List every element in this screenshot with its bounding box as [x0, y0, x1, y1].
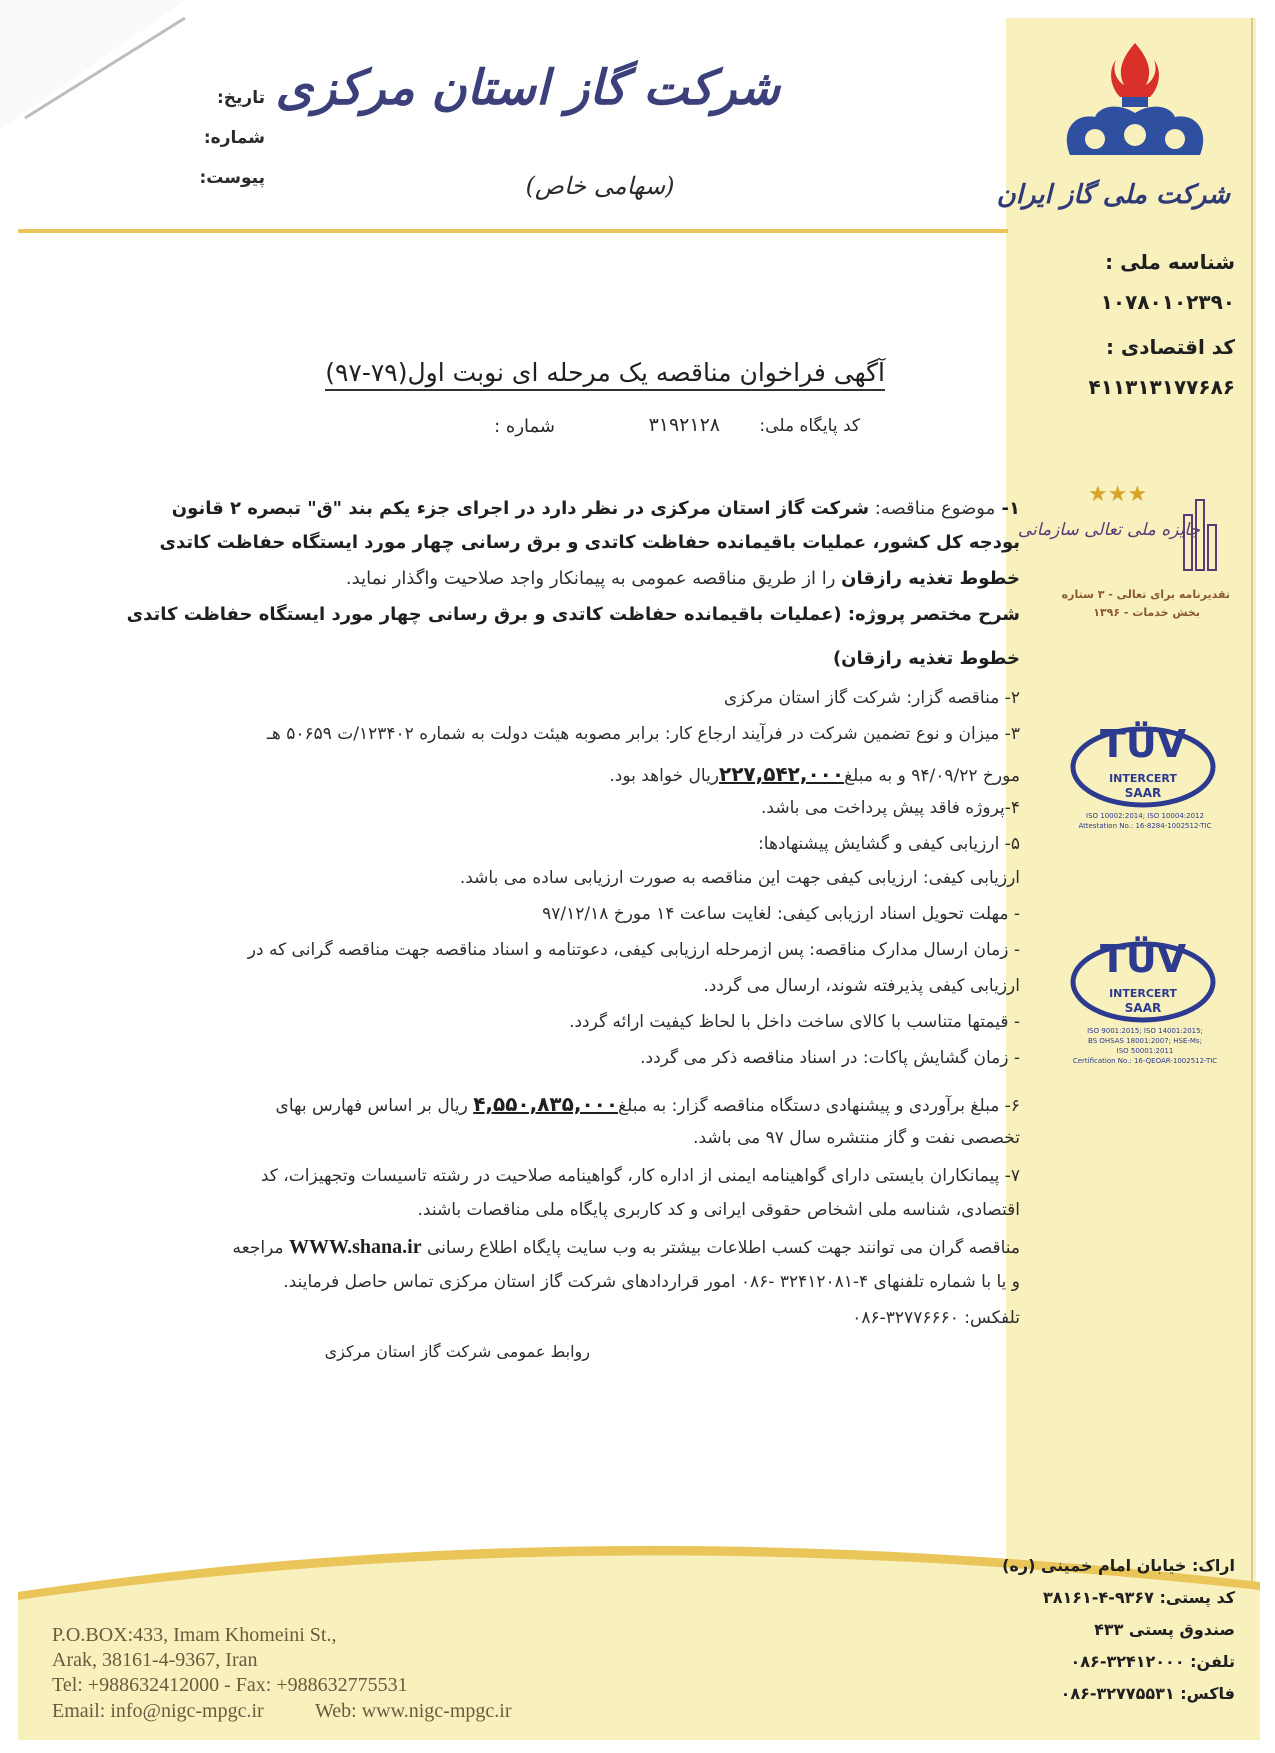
notice-number-label: شماره :: [494, 416, 555, 437]
notice-line-prefix: ۲- مناقصه گزار: شرکت گاز استان مرکزی: [723, 688, 1020, 708]
notice-line: [127, 604, 1020, 625]
sidebar-rule: [1251, 18, 1253, 1718]
award-caption-2: بخش خدمات - ۱۳۹۶: [1093, 606, 1200, 619]
company-subtitle: (سهامی خاص): [525, 172, 675, 200]
economic-code-label: کد اقتصادی :: [1105, 335, 1235, 359]
date-label: تاریخ:: [217, 88, 265, 108]
notice-line: [418, 1200, 1020, 1220]
tuv-2-line3: SAAR: [1124, 1001, 1162, 1015]
notice-line-rest: را از طریق مناقصه عمومی به پیمانکار واجد صلاحیت واگذار نماید.: [345, 568, 842, 589]
notice-line: [276, 1092, 1020, 1116]
tuv-2-line1: TÜV: [1100, 937, 1187, 981]
notice-line-prefix: - زمان گشایش پاکات: در اسناد مناقصه ذکر می گردد.: [640, 1048, 1020, 1068]
notice-line: [460, 868, 1020, 888]
notice-line: [640, 1048, 1020, 1068]
address-line-3: صندوق پستی ۴۳۳: [1094, 1620, 1235, 1639]
notice-line: [172, 498, 1020, 519]
notice-line-bold: ۲۲۷,۵۴۲,۰۰۰: [719, 762, 845, 786]
national-id-label: شناسه ملی :: [1105, 250, 1235, 274]
notice-line-prefix: ۵- ارزیابی کیفی و گشایش پیشنهادها:: [758, 834, 1020, 854]
tuv-1-caption-2: Attestation No.: 16-8284-1002512-TIC: [1078, 822, 1212, 830]
notice-line: [724, 688, 1020, 708]
notice-line-prefix: ۳- میزان و نوع تضمین شرکت در فرآیند ارجاع کار: برابر مصوبه هیئت دولت به شماره ۱۲۳۴۰۲/ت ۵۰۶۵۹ هـ: [266, 724, 1020, 744]
base-code-value: ۳۱۹۲۱۲۸: [648, 414, 720, 436]
notice-line: [609, 762, 1020, 786]
notice-line-prefix: تخصصی نفت و گاز منتشره سال ۹۷ می باشد.: [693, 1128, 1020, 1148]
footer-line-1: P.O.BOX:433, Imam Khomeini St.,: [52, 1624, 337, 1646]
award-stars: ★★★: [1088, 482, 1148, 507]
base-code-label: کد پایگاه ملی:: [759, 416, 860, 436]
tuv-1-line3: SAAR: [1124, 786, 1162, 800]
notice-line: [346, 568, 1020, 589]
notice-title: آگهی فراخوان مناقصه یک مرحله ای نوبت اول(۷۹-۹۷): [325, 358, 885, 391]
notice-line-prefix: اقتصادی، شناسه ملی اشخاص حقوقی ایرانی و کد کاربری پایگاه ملی مناقصات باشند.: [417, 1200, 1020, 1220]
notice-line-prefix: مورخ ۹۴/۰۹/۲۲ و به مبلغ: [844, 766, 1020, 786]
award-title: جایزه ملی تعالی سازمانی: [1017, 520, 1200, 540]
tuv-1-line2: INTERCERT: [1109, 772, 1177, 785]
notice-line-bold: شرکت گاز استان مرکزی در نظر دارد در اجرای جزء یکم بند "ق" تبصره ۲ قانون: [171, 498, 870, 519]
notice-line: [267, 724, 1020, 744]
tuv-2-caption-4: Certification No.: 16-QEOAR-1002512-TIC: [1072, 1057, 1218, 1065]
company-title: شرکت گاز استان مرکزی: [275, 60, 780, 116]
notice-line: [283, 1272, 1020, 1292]
address-line-2: کد پستی: ۹۳۶۷-۴-۳۸۱۶۱: [1042, 1588, 1235, 1607]
notice-line: [761, 798, 1020, 818]
nigc-logo-icon: [1050, 35, 1220, 170]
tuv-2-caption-3: ISO 50001:2011: [1116, 1047, 1174, 1055]
notice-line-bold: شرح مختصر پروژه: (عملیات باقیمانده حفاظت کاتدی و برق رسانی چهار مورد ایستگاه حفاظت کاتدی: [126, 604, 1020, 625]
notice-line-prefix: و یا با شماره تلفنهای ۴-۳۲۴۱۲۰۸۱ -۰۸۶ امور قراردادهای شرکت گاز استان مرکزی تماس حاصل فرمایند.: [283, 1272, 1020, 1292]
footer-line-2: Arak, 38161-4-9367, Iran: [52, 1649, 258, 1671]
notice-line: [261, 1166, 1020, 1186]
notice-line-prefix: تلفکس: ۳۲۷۷۶۶۶۰-۰۸۶: [852, 1308, 1020, 1328]
footer-line-3: Tel: +988632412000 - Fax: +988632775531: [52, 1674, 408, 1696]
economic-code-value: ۴۱۱۳۱۳۱۷۷۶۸۶: [1088, 375, 1235, 399]
notice-line-rest: ریال خواهد بود.: [609, 766, 720, 786]
header-rule: [18, 229, 1008, 233]
attachment-label: پیوست:: [199, 168, 265, 188]
notice-line-bold: خطوط تغذیه رازقان: [841, 568, 1020, 589]
address-line-1: اراک: خیابان امام خمینی (ره): [1002, 1556, 1235, 1575]
notice-line-prefix: - مهلت تحویل اسناد ارزیابی کیفی: لغایت ساعت ۱۴ مورخ ۹۷/۱۲/۱۸: [542, 904, 1020, 924]
notice-line-bold: بودجه کل کشور، عملیات باقیمانده حفاظت کاتدی و برق رسانی چهار مورد ایستگاه حفاظت کاتدی: [159, 532, 1020, 553]
number-label: شماره:: [203, 128, 265, 148]
notice-line-bold-prefix: ۱-: [995, 498, 1020, 519]
tuv-1-caption-1: ISO 10002:2014; ISO 10004:2012: [1086, 812, 1204, 820]
notice-line-prefix: ارزیابی کیفی: ارزیابی کیفی جهت این مناقصه به صورت ارزیابی ساده می باشد.: [459, 868, 1020, 888]
notice-line: [758, 834, 1020, 854]
notice-line: [569, 1012, 1020, 1032]
tuv-2-caption-2: BS OHSAS 18001:2007; HSE-Ms;: [1088, 1037, 1202, 1045]
award-building-icon: [1180, 495, 1220, 575]
address-line-4: تلفن: ۳۲۴۱۲۰۰۰-۰۸۶: [1070, 1652, 1235, 1671]
signature: روابط عمومی شرکت گاز استان مرکزی: [324, 1342, 590, 1361]
tuv-1-line1: TÜV: [1100, 722, 1187, 766]
notice-line-rest: مراجعه: [232, 1238, 289, 1258]
notice-line-prefix: ارزیابی کیفی پذیرفته شوند، ارسال می گردد.: [703, 976, 1020, 996]
footer-email: Email: info@nigc-mpgc.ir: [52, 1700, 264, 1722]
national-id-value: ۱۰۷۸۰۱۰۲۳۹۰: [1100, 290, 1235, 314]
notice-line: [248, 940, 1020, 960]
notice-line: [693, 1128, 1020, 1148]
notice-line-prefix: ۴-پروژه فاقد پیش پرداخت می باشد.: [761, 798, 1020, 818]
notice-line-prefix: ۷- پیمانکاران بایستی دارای گواهینامه ایمنی از اداره کار، گواهینامه صلاحیت در رشته تاسیسات وتجهیزات، کد: [260, 1166, 1020, 1186]
tuv-2-caption-1: ISO 9001:2015; ISO 14001:2015;: [1087, 1027, 1203, 1035]
notice-line: [833, 648, 1020, 669]
address-line-5: فاکس: ۳۲۷۷۵۵۳۱-۰۸۶: [1060, 1684, 1235, 1703]
notice-line: [233, 1236, 1020, 1259]
award-caption-1: تقدیرنامه برای تعالی - ۳ ستاره: [1061, 588, 1230, 601]
notice-line-rest: ریال بر اساس فهارس بهای: [275, 1096, 474, 1116]
notice-line-prefix: - زمان ارسال مدارک مناقصه: پس ازمرحله ارزیابی کیفی، دعوتنامه و اسناد مناقصه جهت مناقصه گرانی که در: [247, 940, 1020, 960]
notice-line: [703, 976, 1020, 996]
notice-line-prefix: موضوع مناقصه:: [869, 498, 996, 519]
notice-line-prefix: ۶- مبلغ برآوردی و پیشنهادی دستگاه مناقصه گزار: به مبلغ: [618, 1096, 1020, 1116]
page-corner-fold: [0, 0, 200, 140]
notice-line: [159, 532, 1020, 553]
notice-line: [852, 1308, 1020, 1328]
footer-web: Web: www.nigc-mpgc.ir: [315, 1700, 512, 1722]
tuv-2-line2: INTERCERT: [1109, 987, 1177, 1000]
notice-line-bold: خطوط تغذیه رازقان): [832, 648, 1020, 669]
notice-line-bold: WWW.shana.ir: [288, 1236, 422, 1258]
notice-line-prefix: مناقصه گران می توانند جهت کسب اطلاعات بیشتر به وب سایت پایگاه اطلاع رسانی: [421, 1238, 1020, 1258]
notice-line-prefix: - قیمتها متناسب با کالای ساخت داخل با لحاظ کیفیت ارائه گردد.: [569, 1012, 1020, 1032]
nigc-logo-text: شرکت ملی گاز ایران: [996, 180, 1230, 210]
notice-line-bold: ۴,۵۵۰,۸۳۵,۰۰۰: [473, 1092, 619, 1116]
notice-line: [542, 904, 1020, 924]
